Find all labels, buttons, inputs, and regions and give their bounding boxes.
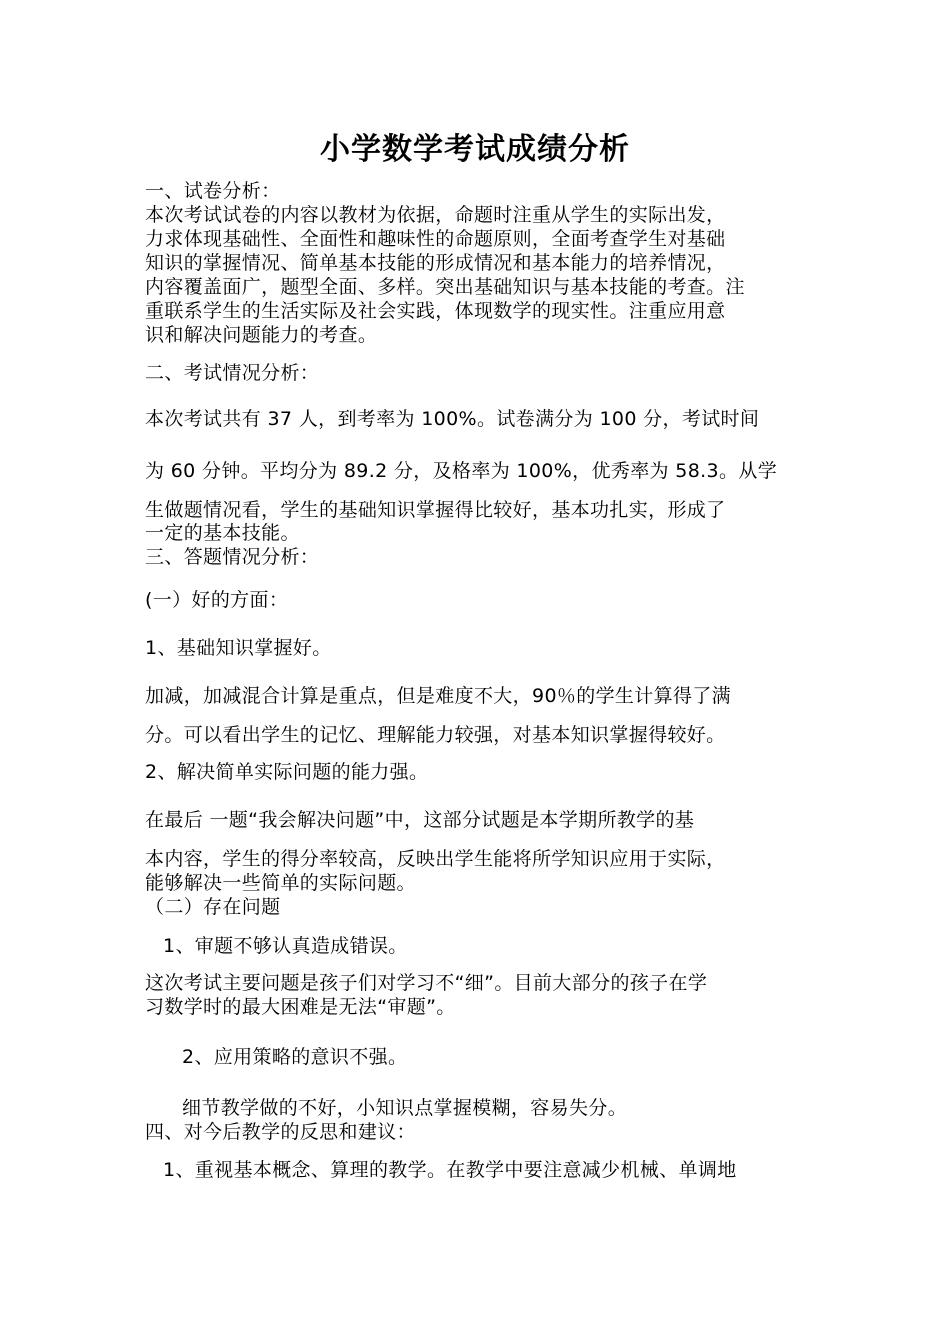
paragraph-line: 分。可以看出学生的记忆、理解能力较强，对基本知识掌握得较好。 <box>145 724 726 746</box>
paragraph-line: 能够解决一些简单的实际问题。 <box>145 872 416 894</box>
section-heading-answer-analysis: 三、答题情况分析： <box>145 546 320 568</box>
paragraph-line: 习数学时的最大困难是无法“审题”。 <box>145 996 456 1018</box>
list-item-heading: 1、基础知识掌握好。 <box>145 637 332 659</box>
paragraph-line: 在最后 一题“我会解决问题”中，这部分试题是本学期所教学的基 <box>145 809 695 831</box>
section-heading-reflection: 四、对今后教学的反思和建议： <box>145 1121 416 1143</box>
paragraph-line: 内容覆盖面广，题型全面、多样。突出基础知识与基本技能的考查。注 <box>145 276 745 298</box>
paragraph-line: 本次考试共有 37 人，到考率为 100%。试卷满分为 100 分，考试时间 <box>145 408 760 430</box>
paragraph-line: 知识的掌握情况、简单基本技能的形成情况和基本能力的培养情况， <box>145 252 726 274</box>
paragraph-line: 1、重视基本概念、算理的教学。在教学中要注意减少机械、单调地 <box>163 1159 737 1181</box>
paragraph-line: 力求体现基础性、全面性和趣味性的命题原则，全面考查学生对基础 <box>145 228 726 250</box>
paragraph-line: 一定的基本技能。 <box>145 522 300 544</box>
paragraph-line: 这次考试主要问题是孩子们对学习不“细”。目前大部分的孩子在学 <box>145 972 708 994</box>
document-title: 小学数学考试成绩分析 <box>320 132 630 167</box>
subsection-heading-strengths: (一）好的方面： <box>145 589 289 611</box>
list-item-heading: 1、审题不够认真造成错误。 <box>163 935 408 957</box>
list-item-heading: 2、应用策略的意识不强。 <box>182 1046 408 1068</box>
paragraph-line: 重联系学生的生活实际及社会实践，体现数学的现实性。注重应用意 <box>145 300 726 322</box>
section-heading-paper-analysis: 一、试卷分析： <box>145 180 281 202</box>
subsection-heading-problems: （二）存在问题 <box>145 896 281 918</box>
list-item-heading: 2、解决简单实际问题的能力强。 <box>145 761 429 783</box>
paragraph-line: 本内容，学生的得分率较高，反映出学生能将所学知识应用于实际， <box>145 848 726 870</box>
paragraph-line: 识和解决问题能力的考查。 <box>145 324 378 346</box>
paragraph-line: 生做题情况看，学生的基础知识掌握得比较好，基本功扎实，形成了 <box>145 499 726 521</box>
paragraph-line: 加减，加减混合计算是重点，但是难度不大，90％的学生计算得了满 <box>145 685 732 707</box>
paragraph-line: 本次考试试卷的内容以教材为依据，命题时注重从学生的实际出发， <box>145 204 726 226</box>
paragraph-line: 细节教学做的不好，小知识点掌握模糊，容易失分。 <box>182 1097 628 1119</box>
section-heading-exam-situation: 二、考试情况分析： <box>145 362 320 384</box>
paragraph-line: 为 60 分钟。平均分为 89.2 分，及格率为 100%，优秀率为 58.3。从学 <box>145 460 778 482</box>
